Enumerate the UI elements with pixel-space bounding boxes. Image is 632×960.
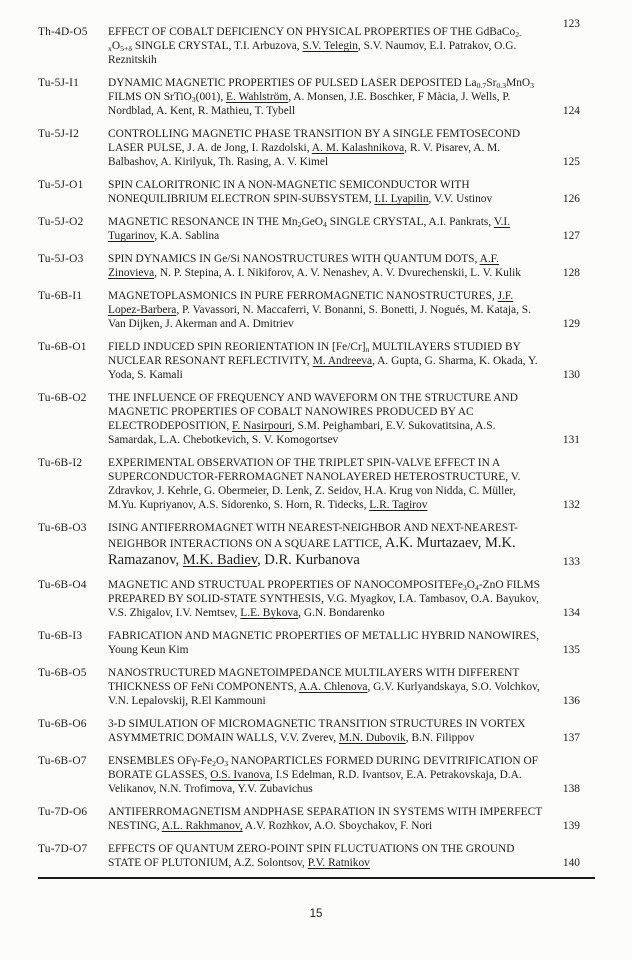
presenting-author: M. Andreeva: [312, 355, 373, 367]
entry-page-number: 137: [562, 732, 580, 744]
toc-entry: [38, 252, 580, 280]
entry-title-authors: NANOSTRUCTURED MAGNETOIMPEDANCE MULTILAYERS WITH DIFFERENT THICKNESS OF FeNi COMPONENTS, A.A. Chlenova, G.V. Kurlyandskaya, S.O. Volchkov, V.N. Lepalovskij, R.El Kammouni: [108, 667, 540, 707]
entry-title-authors: SPIN DYNAMICS IN Ge/Si NANOSTRUCTURES WITH QUANTUM DOTS, A.F. Zinovieva, N. P. Stepina, A. I. Nikiforov, A. V. Nenashev, A. V. Dvurechenskii, L. V. Kulik: [108, 253, 521, 279]
session-code: Tu-6B-O1: [38, 341, 87, 353]
footer-rule: [38, 877, 595, 879]
session-code: Tu-5J-O1: [38, 179, 84, 191]
toc-entry: [38, 754, 580, 796]
session-code: Tu-6B-O7: [38, 755, 87, 767]
entry-page-number: 129: [562, 318, 580, 330]
toc-entry: [38, 456, 580, 512]
entry-title-authors: SPIN CALORITRONIC IN A NON-MAGNETIC SEMICONDUCTOR WITH NONEQUILIBRIUM ELECTRON SPIN-SUBSYSTEM, I.I. Lyapilin, V.V. Ustinov: [108, 179, 493, 205]
entry-title-authors: CONTROLLING MAGNETIC PHASE TRANSITION BY A SINGLE FEMTOSECOND LASER PULSE, J. A. de Jong, I. Razdolski, A. M. Kalashnikova, R. V. Pisarev, A. M. Balbashov, A. Kirilyuk, Th. Rasing, A. V. Kimel: [108, 128, 521, 168]
entry-title-authors: EFFECT OF COBALT DEFICIENCY ON PHYSICAL PROPERTIES OF THE $GdBaCo_{2-x}O_{5+\delta}$ SINGLE CRYSTAL, T.I. Arbuzova, S.V. Telegin, S.V. Naumov, E.I. Patrakov, O.G. Reznitskih: [108, 26, 522, 66]
entry-title-authors: 3-D SIMULATION OF MICROMAGNETIC TRANSITION STRUCTURES IN VORTEX ASYMMETRIC DOMAIN WALLS, V.V. Zverev, M.N. Dubovik, B.N. Filippov: [108, 718, 526, 744]
toc-entries: [38, 18, 580, 870]
entry-page-number: 131: [562, 434, 580, 446]
session-code: Tu-5J-O3: [38, 253, 84, 265]
entry-page-number: 124: [562, 105, 580, 117]
presenting-author: P.V. Ratnikov: [307, 857, 370, 869]
entry-title-authors: THE INFLUENCE OF FREQUENCY AND WAVEFORM ON THE STRUCTURE AND MAGNETIC PROPERTIES OF COBALT NANOWIRES PRODUCED BY AC ELECTRODEPOSITION, F. Nasirpouri, S.M. Peighambari, E.V. Sukovatitsina, A.S. Samardak, L.A. Chebotkevich, S. V. Komogortsev: [108, 392, 518, 446]
entry-page-number: 138: [562, 783, 580, 795]
session-code: Th-4D-O5: [38, 26, 88, 38]
toc-entry: [38, 666, 580, 708]
entry-title-authors: DYNAMIC MAGNETIC PROPERTIES OF PULSED LASER DEPOSITED $La_{0.7}Sr_{0.3}MnO_3$ FILMS ON SrTiO$_3$(001), E. Wahlström, A. Monsen, J.E. Boschker, F Màcia, J. Wells, P. Nordblad, A. Kent, R. Mathieu, T. Tybell: [108, 77, 535, 117]
toc-entry: [38, 289, 580, 331]
presenting-author: A.L. Rakhmanov,: [161, 820, 243, 832]
entry-page-number: 133: [562, 556, 580, 568]
entry-page-number: 130: [562, 369, 580, 381]
entry-page-number: 136: [562, 695, 580, 707]
presenting-author: A. M. Kalashnikova: [311, 142, 405, 154]
presenting-author: L.R. Tagirov: [369, 499, 428, 511]
toc-entry: [38, 76, 580, 118]
session-code: Tu-6B-I3: [38, 630, 83, 642]
session-code: Tu-6B-O4: [38, 579, 87, 591]
entry-page-number: 123: [562, 18, 580, 30]
toc-page: [38, 18, 580, 879]
entry-page-number: 134: [562, 607, 580, 619]
footer-page-number: 15: [309, 908, 323, 920]
toc-entry: [38, 842, 580, 870]
toc-entry: [38, 178, 580, 206]
session-code: Tu-6B-O2: [38, 392, 87, 404]
session-code: Tu-6B-O6: [38, 718, 87, 730]
entry-title-authors: ISING ANTIFERROMAGNET WITH NEAREST-NEIGHBOR AND NEXT-NEAREST-NEIGHBOR INTERACTIONS ON A SQUARE LATTICE, A.K. Murtazaev, M.K. Ramazanov, M.K. Badiev, D.R. Kurbanova: [108, 522, 518, 568]
entry-page-number: 128: [562, 267, 580, 279]
entry-title-authors: EFFECTS OF QUANTUM ZERO-POINT SPIN FLUCTUATIONS ON THE GROUND STATE OF PLUTONIUM, A.Z. Solontsov, P.V. Ratnikov: [108, 843, 515, 869]
presenting-author: A.A. Chlenova: [298, 681, 368, 693]
toc-entry: [38, 629, 580, 657]
entry-page-number: 126: [562, 193, 580, 205]
entry-title-authors: EXPERIMENTAL OBSERVATION OF THE TRIPLET SPIN-VALVE EFFECT IN A SUPERCONDUCTOR-FERROMAGNET NANOLAYERED HETEROSTRUCTURE, V. Zdravkov, J. Kehrle, G. Obermeier, D. Lenk, Z. Seidov, H.A. Krug von Nidda, C. Müller, M.Yu. Kupriyanov, A.S. Sidorenko, S. Horn, R. Tidecks, L.R. Tagirov: [108, 457, 521, 511]
entry-page-number: 125: [562, 156, 580, 168]
presenting-author: F. Nasirpouri: [232, 420, 292, 432]
presenting-author: A.F. Zinovieva: [108, 253, 499, 279]
entry-title-authors: MAGNETOPLASMONICS IN PURE FERROMAGNETIC NANOSTRUCTURES, J.F. Lopez-Barbera, P. Vavassori, N. Maccaferri, V. Bonanni, S. Bonetti, J. Nogués, M. Kataja, S. Van Dijken, J. Akerman and A. Dmitriev: [108, 290, 531, 330]
entry-page-number: 135: [562, 644, 580, 656]
presenting-author: S.V. Telegin: [302, 40, 358, 52]
presenting-author: L.E. Bykova: [240, 607, 299, 619]
entry-title-authors: FABRICATION AND MAGNETIC PROPERTIES OF METALLIC HYBRID NANOWIRES, Young Keun Kim: [108, 630, 540, 656]
session-code: Tu-7D-O6: [38, 806, 88, 818]
entry-title-authors: ANTIFERROMAGNETISM ANDPHASE SEPARATION IN SYSTEMS WITH IMPERFECT NESTING, A.L. Rakhmanov, A.V. Rozhkov, A.O. Sboychakov, F. Nori: [108, 806, 542, 832]
presenting-author: E. Wahlström: [226, 91, 289, 103]
presenting-author: J.F. Lopez-Barbera: [108, 290, 514, 316]
session-code: Tu-7D-O7: [38, 843, 88, 855]
entry-title-authors: MAGNETIC AND STRUCTUAL PROPERTIES OF $NANOCOMPOSITEFe_3O_4$-ZnO FILMS PREPARED BY SOLID-STATE SYNTHESIS, V.G. Myagkov, I.A. Tambasov, O.A. Bayukov, V.S. Zhigalov, I.V. Nemtsev, L.E. Bykova, G.N. Bondarenko: [108, 579, 540, 619]
session-code: Tu-5J-I2: [38, 128, 80, 140]
session-code: Tu-5J-O2: [38, 216, 84, 228]
toc-entry: [38, 521, 580, 569]
entry-page-number: 139: [562, 820, 580, 832]
presenting-author: V.I. Tugarinov: [108, 216, 511, 242]
toc-entry: [38, 578, 580, 620]
session-code: Tu-5J-I1: [38, 77, 80, 89]
entry-title-authors: FIELD INDUCED SPIN REORIENTATION IN $[Fe/Cr]_n$ MULTILAYERS STUDIED BY NUCLEAR RESONANT REFLECTIVITY, M. Andreeva, A. Gupta, G. Sharma, K. Okada, Y. Yoda, S. Kamali: [108, 341, 538, 381]
entry-title-authors: MAGNETIC RESONANCE IN THE $Mn_2GeO_4$ SINGLE CRYSTAL, A.I. Pankrats, V.I. Tugarinov, K.A. Sablina: [108, 216, 511, 242]
toc-entry: [38, 340, 580, 382]
presenting-author: M.K. Badiev: [182, 552, 258, 568]
toc-entry: [38, 18, 580, 67]
entry-page-number: 127: [562, 230, 580, 242]
session-code: Tu-6B-I1: [38, 290, 83, 302]
entry-title-authors: ENSEMBLES OFγ-$Fe_2O_3$ NANOPARTICLES FORMED DURING DEVITRIFICATION OF BORATE GLASSES, O.S. Ivanova, I.S Edelman, R.D. Ivantsov, E.A. Petrakovskaja, D.A. Velikanov, N.N. Trofimova, Y.V. Zubavichus: [108, 755, 539, 795]
entry-page-number: 132: [562, 499, 580, 511]
toc-entry: [38, 215, 580, 243]
presenting-author: M.N. Dubovik: [338, 732, 406, 744]
toc-entry: [38, 391, 580, 447]
session-code: Tu-6B-I2: [38, 457, 83, 469]
entry-page-number: 140: [562, 857, 580, 869]
toc-entry: [38, 805, 580, 833]
session-code: Tu-6B-O3: [38, 522, 87, 534]
presenting-author: O.S. Ivanova: [210, 769, 271, 781]
session-code: Tu-6B-O5: [38, 667, 87, 679]
toc-entry: [38, 127, 580, 169]
toc-entry: [38, 717, 580, 745]
presenting-author: I.I. Lyapilin: [374, 193, 429, 205]
